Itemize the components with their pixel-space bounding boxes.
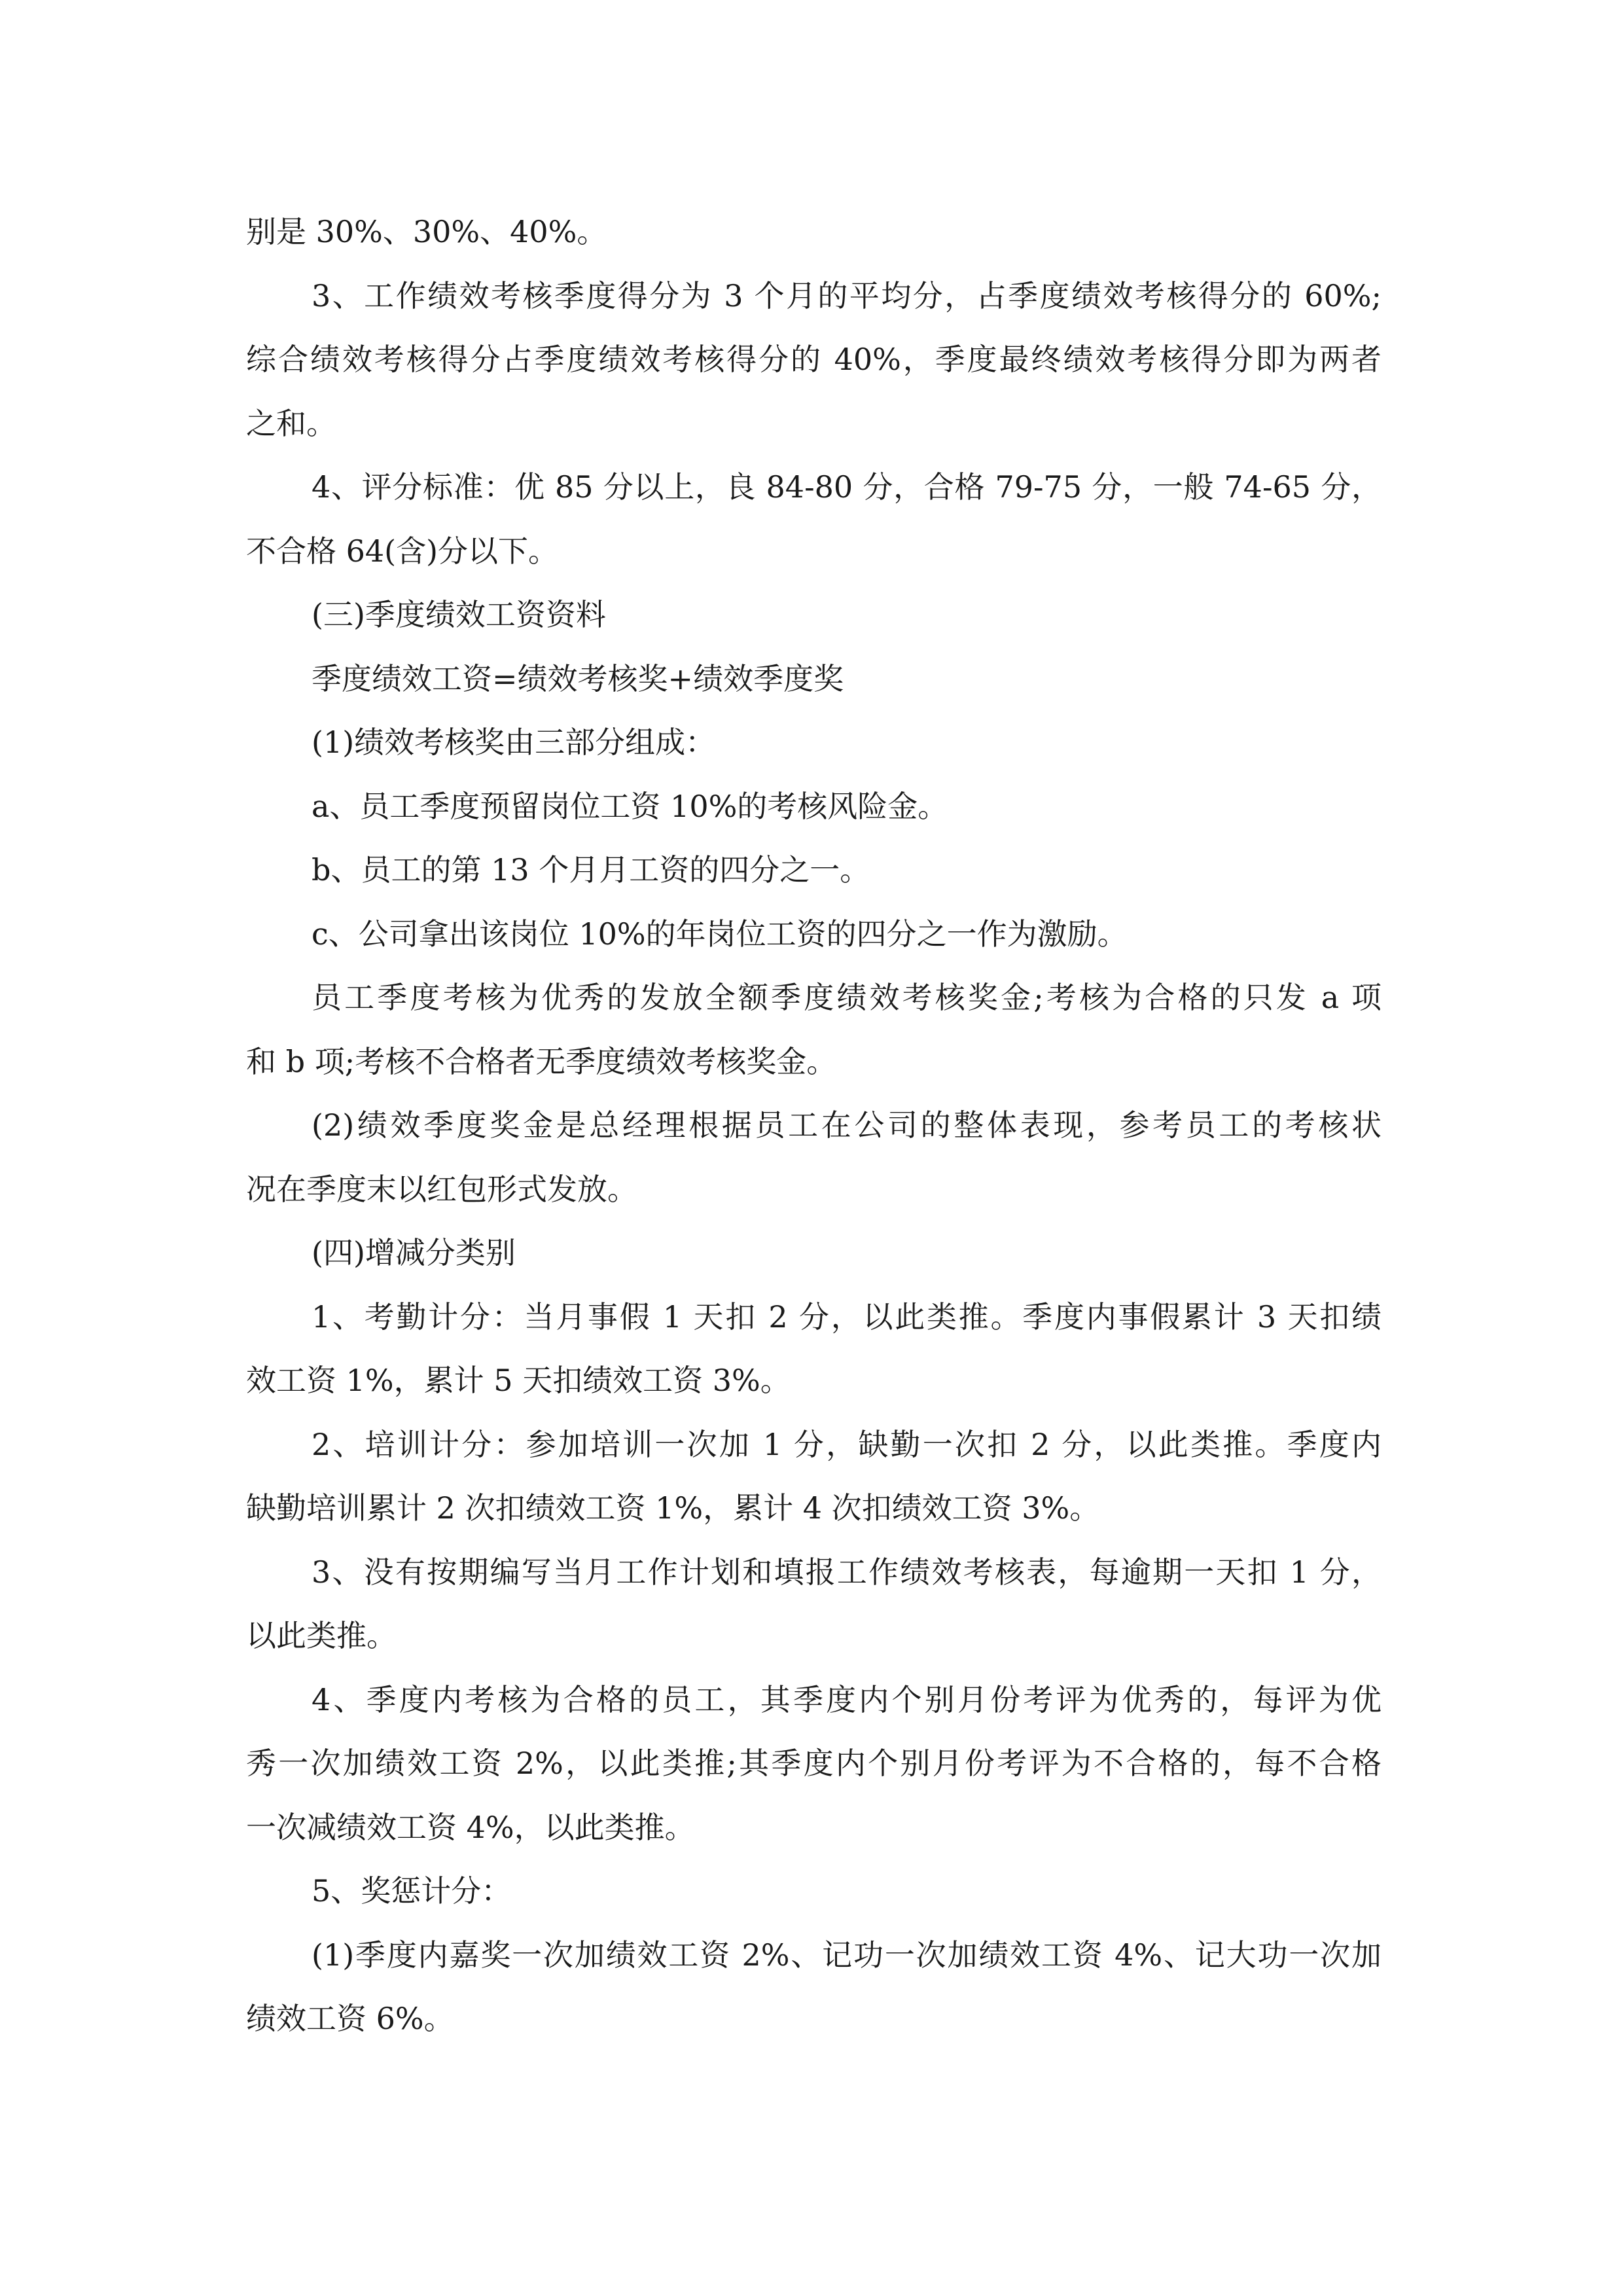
text-line: 和 b 项;考核不合格者无季度绩效考核奖金。: [246, 1043, 837, 1079]
text-line: 一次减绩效工资 4%，以此类推。: [246, 1809, 695, 1845]
text-line: c、公司拿出该岗位 10%的年岗位工资的四分之一作为激励。: [312, 916, 1128, 952]
text-line: 况在季度末以红包形式发放。: [246, 1171, 637, 1207]
text-line: (四)增减分类别: [312, 1235, 516, 1270]
text-line: 别是 30%、30%、40%。: [246, 214, 607, 249]
text-line: 绩效工资 6%。: [246, 2001, 454, 2036]
text-line: (三)季度绩效工资资料: [312, 597, 606, 632]
text-line: 秀一次加绩效工资 2%，以此类推;其季度内个别月份考评为不合格的，每不合格: [246, 1746, 1382, 1781]
text-line: 3、工作绩效考核季度得分为 3 个月的平均分，占季度绩效考核得分的 60%;: [312, 278, 1382, 314]
text-line: a、员工季度预留岗位工资 10%的考核风险金。: [312, 788, 948, 824]
text-line: (1)绩效考核奖由三部分组成：: [312, 725, 716, 760]
text-line: 综合绩效考核得分占季度绩效考核得分的 40%，季度最终绩效考核得分即为两者: [246, 342, 1382, 377]
text-line: 2、培训计分：参加培训一次加 1 分，缺勤一次扣 2 分，以此类推。季度内: [312, 1426, 1382, 1462]
text-line: 以此类推。: [246, 1618, 397, 1653]
text-line: b、员工的第 13 个月月工资的四分之一。: [312, 852, 870, 888]
text-line: 4、评分标准：优 85 分以上，良 84-80 分，合格 79-75 分，一般 74-65 分，: [312, 469, 1382, 505]
document-page: [246, 200, 1382, 2051]
text-line: 3、没有按期编写当月工作计划和填报工作绩效考核表，每逾期一天扣 1 分，: [312, 1554, 1382, 1590]
text-line: 4、季度内考核为合格的员工，其季度内个别月份考评为优秀的，每评为优: [312, 1681, 1382, 1717]
text-line: (1)季度内嘉奖一次加绩效工资 2%、记功一次加绩效工资 4%、记大功一次加: [312, 1937, 1382, 1973]
text-line: 缺勤培训累计 2 次扣绩效工资 1%，累计 4 次扣绩效工资 3%。: [246, 1490, 1100, 1526]
text-line: (2)绩效季度奖金是总经理根据员工在公司的整体表现，参考员工的考核状: [312, 1107, 1382, 1143]
text-line: 不合格 64(含)分以下。: [246, 533, 559, 569]
text-line: 效工资 1%，累计 5 天扣绩效工资 3%。: [246, 1363, 791, 1398]
text-line: 季度绩效工资=绩效考核奖+绩效季度奖: [312, 660, 844, 696]
text-line: 员工季度考核为优秀的发放全额季度绩效考核奖金;考核为合格的只发 a 项: [312, 980, 1382, 1015]
text-line: 5、奖惩计分：: [312, 1873, 512, 1909]
text-line: 1、考勤计分：当月事假 1 天扣 2 分，以此类推。季度内事假累计 3 天扣绩: [312, 1299, 1382, 1335]
text-line: 之和。: [246, 405, 336, 441]
